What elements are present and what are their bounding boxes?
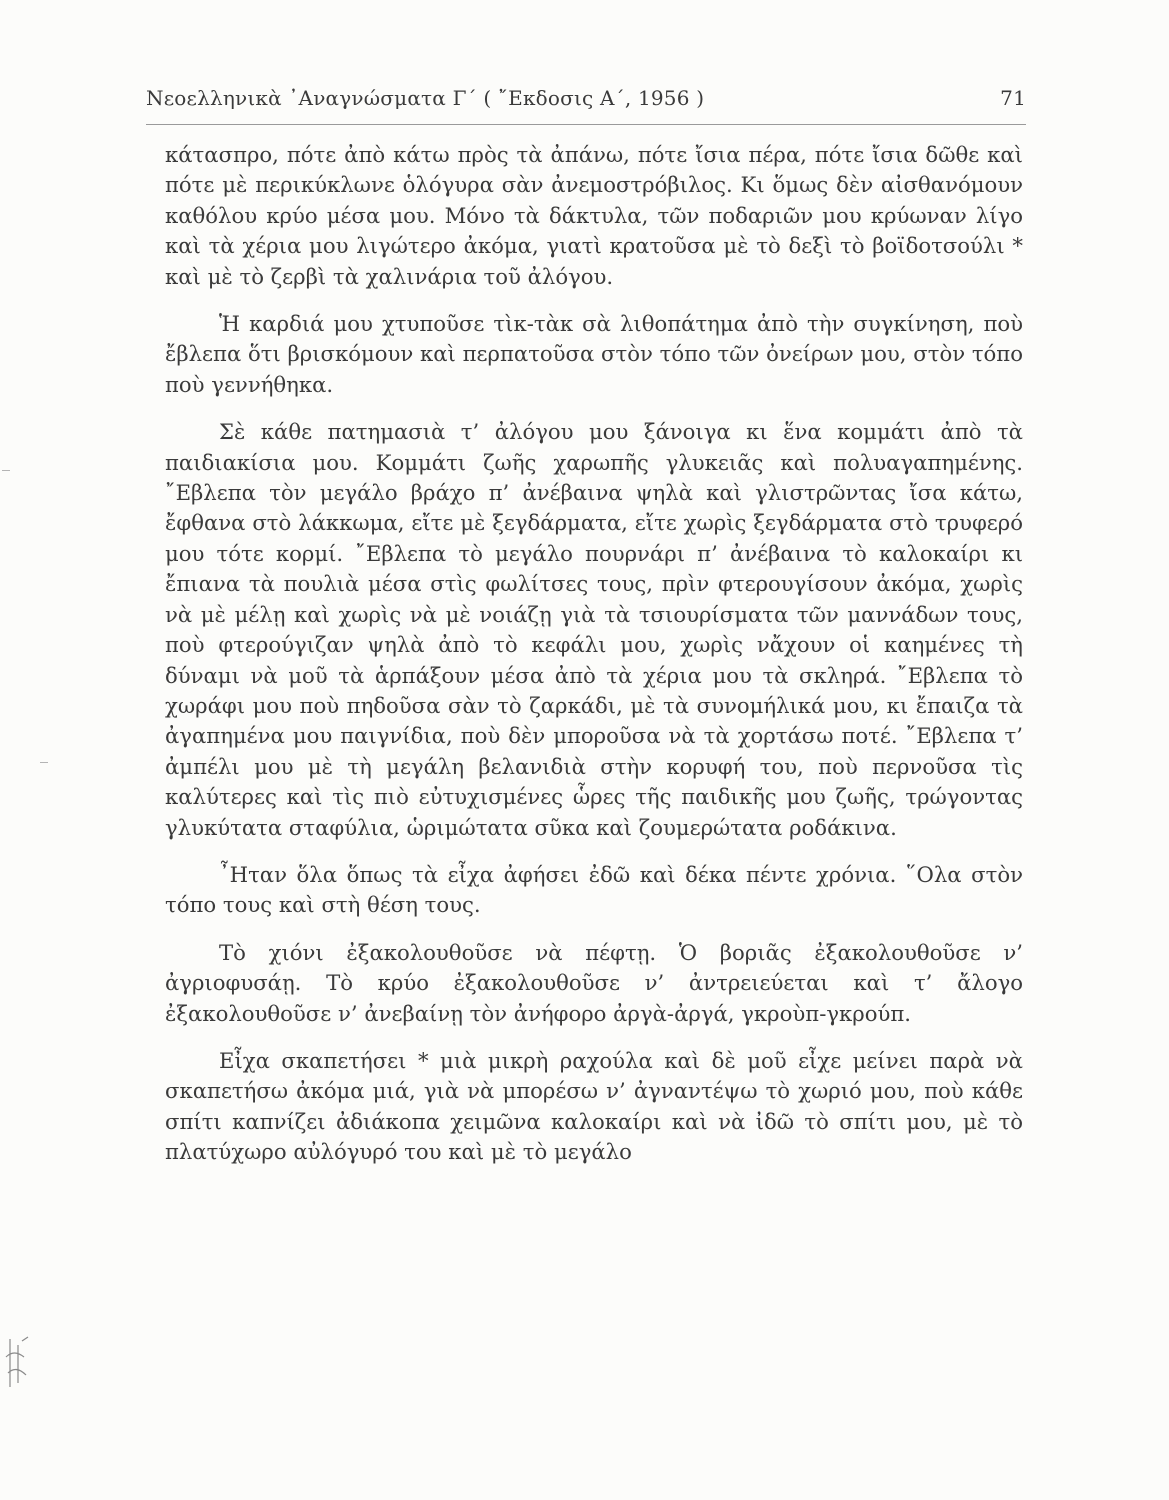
page-body — [165, 140, 1023, 1185]
paragraph: Εἶχα σκαπετήσει * μιὰ μικρὴ ραχούλα καὶ δὲ μοῦ εἶχε μείνει παρὰ νὰ σκαπετήσω ἀκόμα μιά, γιὰ νὰ μπορέσω ν’ ἀγναντέψω τὸ χωριό μου, ποὺ κάθε σπίτι καπνίζει ἀδιάκοπα χειμῶνα καλοκαίρι καὶ νὰ ἰδῶ τὸ σπίτι μου, μὲ τὸ πλατύχωρο αὐλόγυρό του καὶ μὲ τὸ μεγάλο — [165, 1047, 1023, 1165]
header-title: Νεοελληνικὰ ᾿Αναγνώσματα Γ΄ ( ῎Εκδοσις Α΄, 1956 ) — [146, 86, 705, 110]
paragraph: Ἡ καρδιά μου χτυποῦσε τὶκ-τὰκ σὰ λιθοπάτημα ἀπὸ τὴν συγκίνηση, ποὺ ἔβλεπα ὅτι βρισκόμουν καὶ περπατοῦσα στὸν τόπο τῶν ὀνείρων μου, στὸν τόπο ποὺ γεννήθηκα. — [165, 311, 1023, 397]
scan-edge-mark — [40, 762, 48, 763]
paragraph-continued: κάτασπρο, πότε ἀπὸ κάτω πρὸς τὰ ἀπάνω, πότε ἴσια πέρα, πότε ἴσια δῶθε καὶ πότε μὲ περικύκλωνε ὁλόγυρα σὰν ἀνεμοστρόβιλος. Κι ὅμως δὲν αἰσθανόμουν καθόλου κρύο μέσα μου. Μόνο τὰ δάκτυλα, τῶν ποδαριῶν μου κρύωναν λίγο καὶ τὰ χέρια μου λιγώτερο ἀκόμα, γιατὶ κρατοῦσα μὲ τὸ δεξὶ τὸ βοϊδοτσούλι * καὶ μὲ τὸ ζερβὶ τὰ χαλινάρια τοῦ ἀλόγου. — [165, 142, 1023, 289]
paragraph: ῏Ηταν ὅλα ὅπως τὰ εἶχα ἀφήσει ἐδῶ καὶ δέκα πέντε χρόνια. ῞Ολα στὸν τόπο τους καὶ στὴ θέση τους. — [165, 861, 1023, 918]
margin-scribble-icon — [0, 1335, 34, 1393]
paragraph: Σὲ κάθε πατημασιὰ τ’ ἀλόγου μου ξάνοιγα κι ἕνα κομμάτι ἀπὸ τὰ παιδιακίσια μου. Κομμάτι ζωῆς χαρωπῆς γλυκειᾶς καὶ πολυαγαπημένης. ῎Εβλεπα τὸν μεγάλο βράχο π’ ἀνέβαινα ψηλὰ καὶ γλιστρῶντας ἴσα κάτω, ἔφθανα στὸ λάκκωμα, εἴτε μὲ ξεγδάρματα, εἴτε χωρὶς ξεγδάρματα στὸ τρυφερό μου τότε κορμί. ῎Εβλεπα τὸ μεγάλο πουρνάρι π’ ἀνέβαινα τὸ καλοκαίρι κι ἔπιανα τὰ πουλιὰ μέσα στὶς φωλίτσες τους, πρὶν φτερουγίσουν ἀκόμα, χωρὶς νὰ μὲ μέλῃ καὶ χωρὶς νὰ μὲ νοιάζῃ γιὰ τὰ τσιουρίσματα τῶν μαννάδων τους, ποὺ φτερούγιζαν ψηλὰ ἀπὸ τὸ κεφάλι μου, χωρὶς νἄχουν οἱ καημένες τὴ δύναμι νὰ μοῦ τὰ ἁρπάξουν μέσα ἀπὸ τὰ χέρια μου τὰ σκληρά. ῎Εβλεπα τὸ χωράφι μου ποὺ πηδοῦσα σὰν τὸ ζαρκάδι, μὲ τὰ συνομήλικά μου, κι ἔπαιζα τὰ ἀγαπημένα μου παιγνίδια, ποὺ δὲν μποροῦσα νὰ τὰ χορτάσω ποτέ. ῎Εβλεπα τ’ ἀμπέλι μου μὲ τὴ μεγάλη βελανιδιὰ στὴν κορυφή του, ποὺ περνοῦσα τὶς καλύτερες καὶ τὶς πιὸ εὐτυχισμένες ὧρες τῆς παιδικῆς μου ζωῆς, τρώγοντας γλυκύτατα σταφύλια, ὡριμώτατα σῦκα καὶ ζουμερώτατα ροδάκινα. — [165, 419, 1023, 840]
paragraph: Τὸ χιόνι ἐξακολουθοῦσε νὰ πέφτῃ. Ὁ βοριᾶς ἐξακολουθοῦσε ν’ ἀγριοφυσάῃ. Τὸ κρύο ἐξακολουθοῦσε ν’ ἀντρειεύεται καὶ τ’ ἄλογο ἐξακολουθοῦσε ν’ ἀνεβαίνῃ τὸν ἀνήφορο ἀργὰ-ἀργά, γκροὺπ-γκρούπ. — [165, 939, 1023, 1026]
scan-edge-mark — [2, 470, 10, 471]
running-header — [146, 86, 1026, 118]
page-number: 71 — [1000, 86, 1026, 110]
header-rule — [146, 124, 1026, 125]
